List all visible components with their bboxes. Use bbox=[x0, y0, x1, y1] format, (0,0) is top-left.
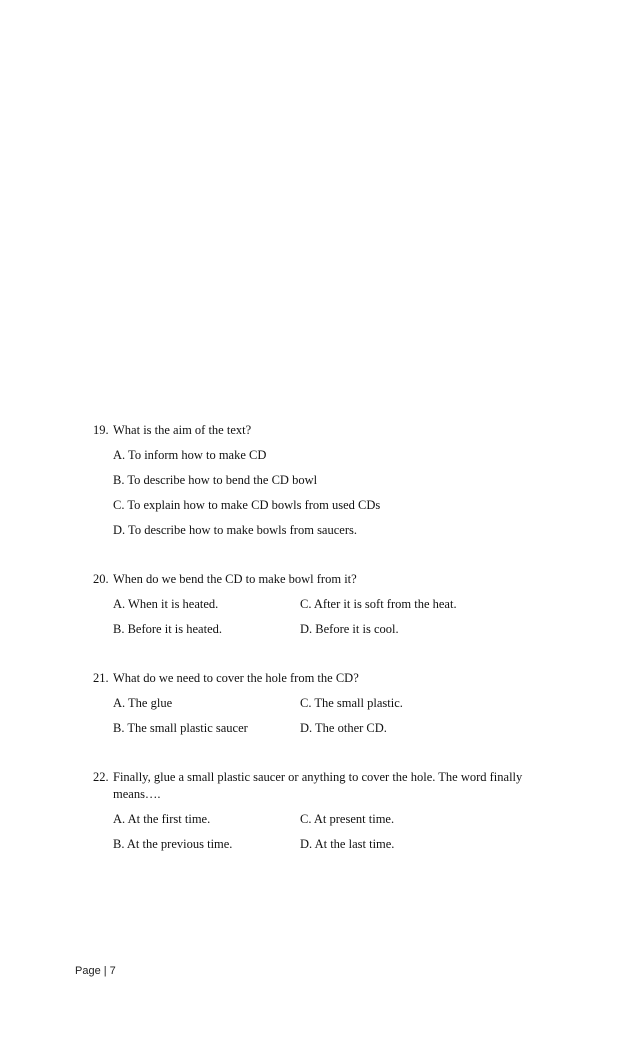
question-21-stem bbox=[93, 670, 543, 687]
page-footer: Page | 7 bbox=[75, 965, 116, 977]
question-20-stem bbox=[93, 571, 543, 588]
option-d: D. At the last time. bbox=[300, 837, 395, 851]
option-c: C. The small plastic. bbox=[300, 696, 403, 710]
question-22 bbox=[93, 769, 543, 853]
options-row-1 bbox=[113, 596, 543, 613]
option-d: D. The other CD. bbox=[300, 721, 387, 735]
option-c: C. At present time. bbox=[300, 812, 395, 826]
question-22-stem bbox=[93, 769, 543, 803]
question-text: When do we bend the CD to make bowl from it? bbox=[113, 572, 357, 586]
option-b: B. To describe how to bend the CD bowl bbox=[113, 473, 318, 487]
question-text: Finally, glue a small plastic saucer or anything to cover the hole. The word finally means…. bbox=[113, 770, 523, 801]
option-c: C. After it is soft from the heat. bbox=[300, 597, 457, 611]
question-number: 21. bbox=[93, 671, 109, 685]
options-row-1 bbox=[113, 695, 543, 712]
option-c: C. To explain how to make CD bowls from used CDs bbox=[113, 498, 381, 512]
question-number: 19. bbox=[93, 423, 109, 437]
option-d: D. To describe how to make bowls from saucers. bbox=[113, 523, 357, 537]
option-d: D. Before it is cool. bbox=[300, 622, 399, 636]
options-row-2 bbox=[113, 621, 543, 638]
option-a: A. At the first time. bbox=[113, 812, 211, 826]
question-number: 20. bbox=[93, 572, 109, 586]
option-a: A. The glue bbox=[113, 696, 173, 710]
options-row-2 bbox=[113, 720, 543, 737]
option-b: B. Before it is heated. bbox=[113, 622, 222, 636]
question-text: What is the aim of the text? bbox=[113, 423, 252, 437]
option-b: B. The small plastic saucer bbox=[113, 721, 248, 735]
options-row-2 bbox=[113, 836, 543, 853]
option-a: A. To inform how to make CD bbox=[113, 448, 267, 462]
question-number: 22. bbox=[93, 770, 109, 784]
option-a: A. When it is heated. bbox=[113, 597, 219, 611]
question-text: What do we need to cover the hole from the CD? bbox=[113, 671, 359, 685]
option-b: B. At the previous time. bbox=[113, 837, 233, 851]
question-21 bbox=[93, 670, 543, 737]
options-row-1 bbox=[113, 811, 543, 828]
question-20 bbox=[93, 571, 543, 638]
question-19 bbox=[93, 422, 543, 539]
question-19-stem bbox=[93, 422, 543, 439]
